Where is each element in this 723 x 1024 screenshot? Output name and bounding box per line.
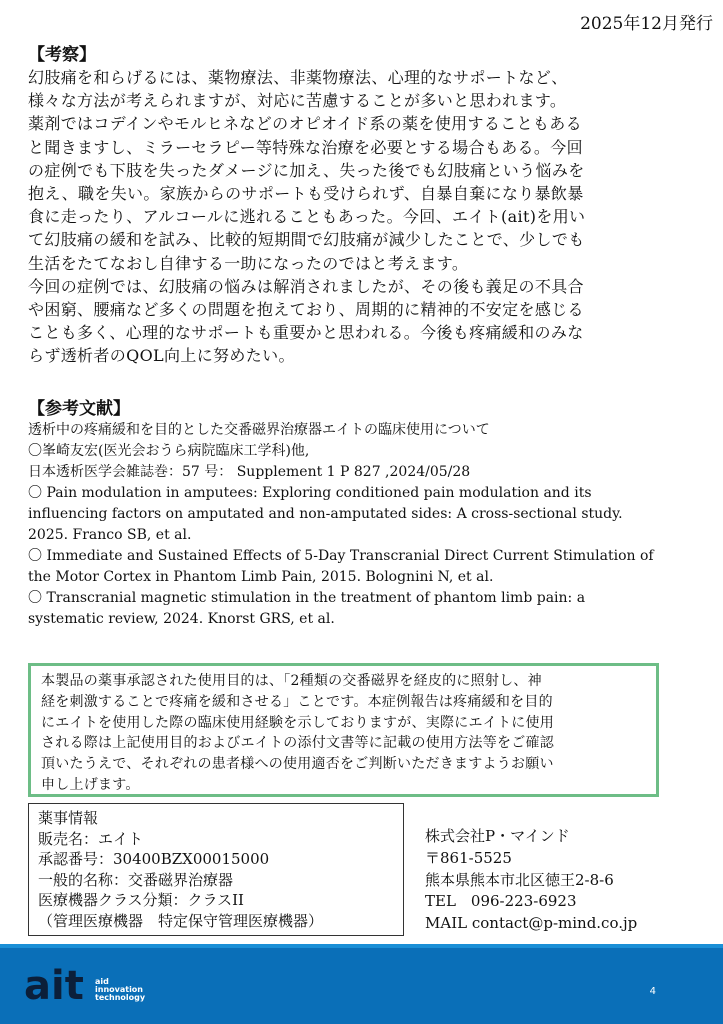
reference-line: 〇 Pain modulation in amputees: Exploring conditioned pain modulation and its — [28, 485, 592, 501]
discussion-line: と聞きますし、ミラーセラピー等特殊な治療を必要とする場合もある。今回 — [28, 137, 583, 157]
discussion-line: ことも多く、心理的なサポートも重要かと思われる。今後も疼痛緩和のみな — [28, 323, 584, 343]
company-phone: TEL 096-223-6923 — [425, 892, 577, 911]
reference-line: 〇峯崎友宏(医光会おうら病院臨床工学科)他, — [28, 443, 310, 459]
discussion-line: らず透析者のQOL向上に努めたい。 — [28, 346, 295, 366]
logo-tagline — [95, 978, 145, 1002]
discussion-line: 抱え、職を失い。家族からのサポートも受けられず、自暴自棄になり暴飲暴 — [28, 184, 584, 204]
discussion-line: 様々な方法が考えられますが、対応に苦慮することが多いと思われます。 — [28, 91, 567, 111]
issue-date: 2025年12月発行 — [580, 14, 713, 34]
regulatory-line: （管理医療機器 特定保守管理医療機器） — [38, 911, 324, 930]
notice-line: される際は上記使用目的およびエイトの添付文書等に記載の使用方法等をご確認 — [41, 735, 554, 752]
tagline-word: innovation — [95, 985, 143, 994]
references-list — [28, 420, 708, 630]
notice-line: 頂いたうえで、それぞれの患者様への使用適否をご判断いただきますようお願い — [41, 756, 554, 773]
company-name: 株式会社P・マインド — [425, 827, 570, 845]
regulatory-line: 一般的名称：交番磁界治療器 — [38, 870, 234, 889]
reference-line: influencing factors on amputated and non-amputated sides: A cross-sectional study. — [28, 506, 623, 522]
notice-line: 本製品の薬事承認された使用目的は、「2種類の交番磁界を経皮的に照射し、神 — [41, 673, 542, 689]
regulatory-line: 薬事情報 — [38, 809, 99, 827]
reference-line: 〇 Transcranial magnetic stimulation in the treatment of phantom limb pain: a — [28, 590, 586, 606]
regulatory-line: 医療機器クラス分類：クラスII — [38, 891, 244, 910]
tagline-word: technology — [95, 993, 146, 1002]
discussion-line: 今回の症例では、幻肢痛の悩みは解消されましたが、その後も義足の不具合 — [28, 276, 584, 296]
company-info — [425, 826, 637, 935]
references-heading: 【参考文献】 — [28, 399, 130, 419]
tagline-word: aid — [95, 977, 109, 986]
discussion-line: 生活をたてなおし自律する一助になったのではと考えます。 — [28, 253, 469, 273]
reference-line: 2025. Franco SB, et al. — [28, 527, 192, 543]
notice-line: 経を刺激することで疼痛を緩和させる」ことです。本症例報告は疼痛緩和を目的 — [41, 693, 553, 710]
discussion-line: 薬剤ではコデインやモルヒネなどのオピオイド系の薬を使用することもある — [28, 114, 582, 134]
footer-band — [0, 944, 723, 1024]
discussion-line: 食に走ったり、アルコールに逃れることもあった。今回、エイト(ait)を用い — [28, 207, 586, 227]
regulatory-line: 承認番号：30400BZX00015000 — [38, 850, 270, 869]
reference-line: 透析中の疼痛緩和を目的とした交番磁界治療器エイトの臨床使用について — [28, 422, 490, 438]
regulatory-line: 販売名：エイト — [38, 829, 144, 848]
discussion-body — [28, 66, 700, 368]
reference-line: systematic review, 2024. Knorst GRS, et al. — [28, 611, 335, 627]
page-number: 4 — [649, 986, 656, 997]
discussion-line: の症例でも下肢を失ったダメージに加え、失った後でも幻肢痛という悩みを — [28, 160, 585, 180]
regulatory-info-box — [28, 803, 404, 936]
approval-notice-box — [28, 663, 659, 797]
reference-line: 日本透析医学会雑誌巻：57 号： Supplement 1 P 827 ,2024/05/28 — [28, 464, 471, 480]
discussion-line: て幻肢痛の緩和を試み、比較的短期間で幻肢痛が減少したことで、少しでも — [28, 230, 585, 250]
reference-line: the Motor Cortex in Phantom Limb Pain, 2015. Bolognini N, et al. — [28, 569, 494, 585]
discussion-heading: 【考察】 — [28, 45, 96, 65]
company-email: MAIL contact@p-mind.co.jp — [425, 914, 638, 933]
discussion-line: 幻肢痛を和らげるには、薬物療法、非薬物療法、心理的なサポートなど、 — [28, 68, 568, 87]
discussion-line: や困窮、腰痛など多くの問題を抱えており、周期的に精神的不安定を感じる — [28, 300, 584, 320]
reference-line: 〇 Immediate and Sustained Effects of 5-Day Transcranial Direct Current Stimulation of — [28, 548, 654, 564]
company-postal-code: 〒861-5525 — [425, 848, 512, 867]
logo-text: ait — [24, 966, 84, 1006]
notice-line: にエイトを使用した際の臨床使用経験を示しておりますが、実際にエイトに使用 — [41, 714, 554, 731]
notice-line: 申し上げます。 — [41, 776, 140, 793]
company-address: 熊本県熊本市北区徳王2-8-6 — [425, 870, 614, 889]
